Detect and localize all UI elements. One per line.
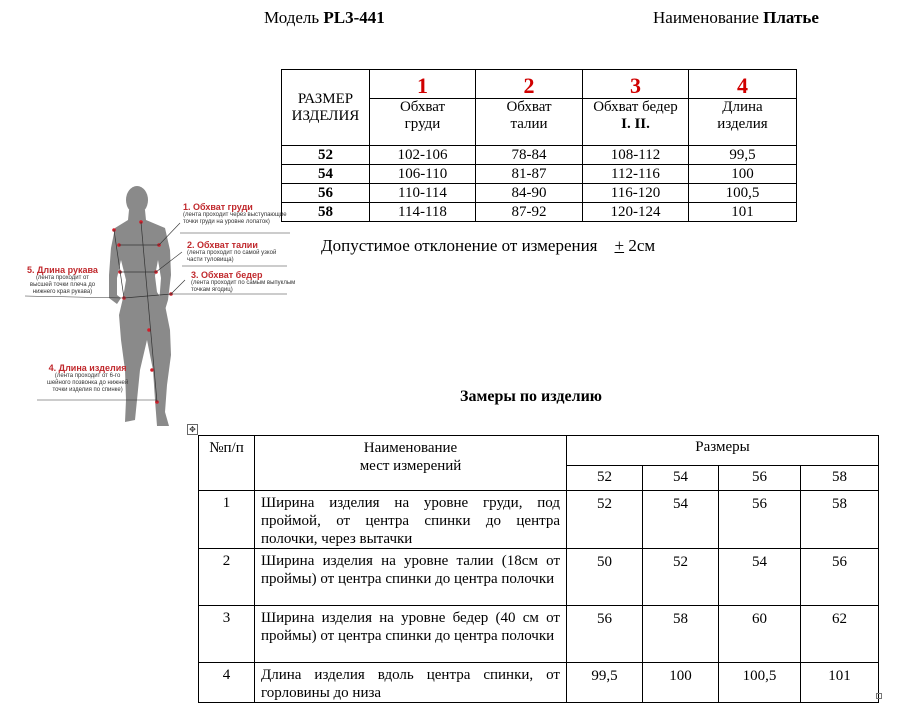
table-row xyxy=(282,146,797,165)
cell: 108-112 xyxy=(583,146,689,165)
cell: 100,5 xyxy=(689,184,797,203)
size-header: 58 xyxy=(801,466,879,491)
label-title: 1. Обхват груди xyxy=(183,202,253,212)
row-description: Ширина изделия на уровне груди, под проймой, от центра спинки до центра полочки, через вытачки xyxy=(255,491,567,549)
cell: 54 xyxy=(643,491,719,549)
cell: 100 xyxy=(643,663,719,703)
table-row xyxy=(282,203,797,222)
row-size: 58 xyxy=(282,203,370,222)
row-size: 52 xyxy=(282,146,370,165)
measurement-figure xyxy=(25,180,300,430)
label-hips xyxy=(191,270,295,294)
cell: 50 xyxy=(567,549,643,606)
tolerance-text: Допустимое отклонение от измерения xyxy=(321,236,598,255)
cell: 116-120 xyxy=(583,184,689,203)
cell: 87-92 xyxy=(476,203,583,222)
model-label: Модель xyxy=(264,8,320,27)
label-note: (лента проходит по самым выпуклым xyxy=(191,280,296,286)
label-length xyxy=(47,363,128,394)
col-label-sub: I. II. xyxy=(621,116,650,132)
table-row xyxy=(282,165,797,184)
label-title: 2. Обхват талии xyxy=(187,240,258,250)
cell: 114-118 xyxy=(370,203,476,222)
tolerance-value: 2см xyxy=(628,236,656,255)
table-move-handle-icon[interactable]: ✥ xyxy=(187,424,198,435)
cell: 120-124 xyxy=(583,203,689,222)
table-row xyxy=(199,549,879,606)
label-note: (лента проходит от xyxy=(35,275,89,281)
cell: 54 xyxy=(719,549,801,606)
label-note: точки изделия по спинке) xyxy=(52,387,123,393)
label-note: шейного позвонка до нижней xyxy=(47,380,129,386)
label-note: (лента проходит через выступающие xyxy=(183,212,287,218)
col-name-header xyxy=(255,436,567,491)
col-num-header: №п/п xyxy=(199,436,255,491)
col-label-text: Длина изделия xyxy=(717,99,768,132)
col-label-text: Обхват бедер xyxy=(593,99,678,115)
cell: 101 xyxy=(801,663,879,703)
cell: 101 xyxy=(689,203,797,222)
cell: 78-84 xyxy=(476,146,583,165)
label-title: 4. Длина изделия xyxy=(48,363,127,373)
col-label-3 xyxy=(583,99,689,146)
size-header: РАЗМЕР ИЗДЕЛИЯ xyxy=(291,90,360,124)
col-label-text: Обхват талии xyxy=(506,99,552,132)
col-name-line1: Наименование xyxy=(363,440,458,456)
cell: 110-114 xyxy=(370,184,476,203)
row-number: 4 xyxy=(199,663,255,703)
col-number-2: 2 xyxy=(476,70,583,99)
model-value: PL3-441 xyxy=(323,8,385,27)
cell: 112-116 xyxy=(583,165,689,184)
cell: 58 xyxy=(643,606,719,663)
col-number-4: 4 xyxy=(689,70,797,99)
cell: 56 xyxy=(719,491,801,549)
row-size: 56 xyxy=(282,184,370,203)
label-note: точки груди на уровне лопаток) xyxy=(183,219,270,225)
cell: 100,5 xyxy=(719,663,801,703)
label-note: (лента проходит от 6-го xyxy=(54,373,121,379)
name-label: Наименование xyxy=(653,8,759,27)
table-resize-handle[interactable] xyxy=(876,693,882,699)
label-note: точкам ягодиц) xyxy=(191,287,233,293)
cell: 60 xyxy=(719,606,801,663)
label-title: 3. Обхват бедер xyxy=(191,270,263,280)
label-sleeve xyxy=(27,265,98,296)
tolerance-note xyxy=(321,236,655,256)
label-note: нижнего края рукава) xyxy=(32,289,93,295)
cell: 56 xyxy=(801,549,879,606)
measurements-title: Замеры по изделию xyxy=(460,388,603,405)
cell: 56 xyxy=(567,606,643,663)
row-description: Длина изделия вдоль центра спинки, от горловины до низа xyxy=(255,663,567,703)
col-number-1: 1 xyxy=(370,70,476,99)
cell: 81-87 xyxy=(476,165,583,184)
row-description: Ширина изделия на уровне бедер (40 см от проймы) от центра спинки до центра полочки xyxy=(255,606,567,663)
table-row xyxy=(282,184,797,203)
col-label-2 xyxy=(476,99,583,146)
plus-minus: + xyxy=(614,236,625,255)
size-header: 56 xyxy=(719,466,801,491)
cell: 84-90 xyxy=(476,184,583,203)
cell: 99,5 xyxy=(567,663,643,703)
label-note: части туловища) xyxy=(187,257,234,263)
col-label-text: Обхват груди xyxy=(399,99,446,132)
col-label-1 xyxy=(370,99,476,146)
cell: 52 xyxy=(567,491,643,549)
col-sizes-header: Размеры xyxy=(567,436,879,466)
label-waist xyxy=(187,240,276,264)
table-row xyxy=(199,663,879,703)
cell: 100 xyxy=(689,165,797,184)
name-value: Платье xyxy=(763,8,819,27)
cell: 52 xyxy=(643,549,719,606)
col-number-3: 3 xyxy=(583,70,689,99)
size-header: 54 xyxy=(643,466,719,491)
row-size: 54 xyxy=(282,165,370,184)
table-row xyxy=(199,606,879,663)
row-number: 2 xyxy=(199,549,255,606)
size-header-cell xyxy=(282,70,370,146)
cell: 58 xyxy=(801,491,879,549)
cell: 102-106 xyxy=(370,146,476,165)
label-note: (лента проходит по самой узкой xyxy=(187,250,277,256)
cell: 106-110 xyxy=(370,165,476,184)
row-number: 1 xyxy=(199,491,255,549)
model-line xyxy=(264,8,385,28)
label-title: 5. Длина рукава xyxy=(27,265,98,275)
measurements-table xyxy=(198,435,879,703)
cell: 62 xyxy=(801,606,879,663)
table-row xyxy=(199,491,879,549)
size-header: 52 xyxy=(567,466,643,491)
col-name-line2: мест измерений xyxy=(359,458,462,474)
label-chest xyxy=(183,202,287,226)
name-line xyxy=(653,8,819,28)
col-label-4 xyxy=(689,99,797,146)
label-note: высшей точки плеча до xyxy=(29,282,96,288)
size-table xyxy=(281,69,797,222)
row-description: Ширина изделия на уровне талии (18см от проймы) от центра спинки до центра полочки xyxy=(255,549,567,606)
cell: 99,5 xyxy=(689,146,797,165)
row-number: 3 xyxy=(199,606,255,663)
